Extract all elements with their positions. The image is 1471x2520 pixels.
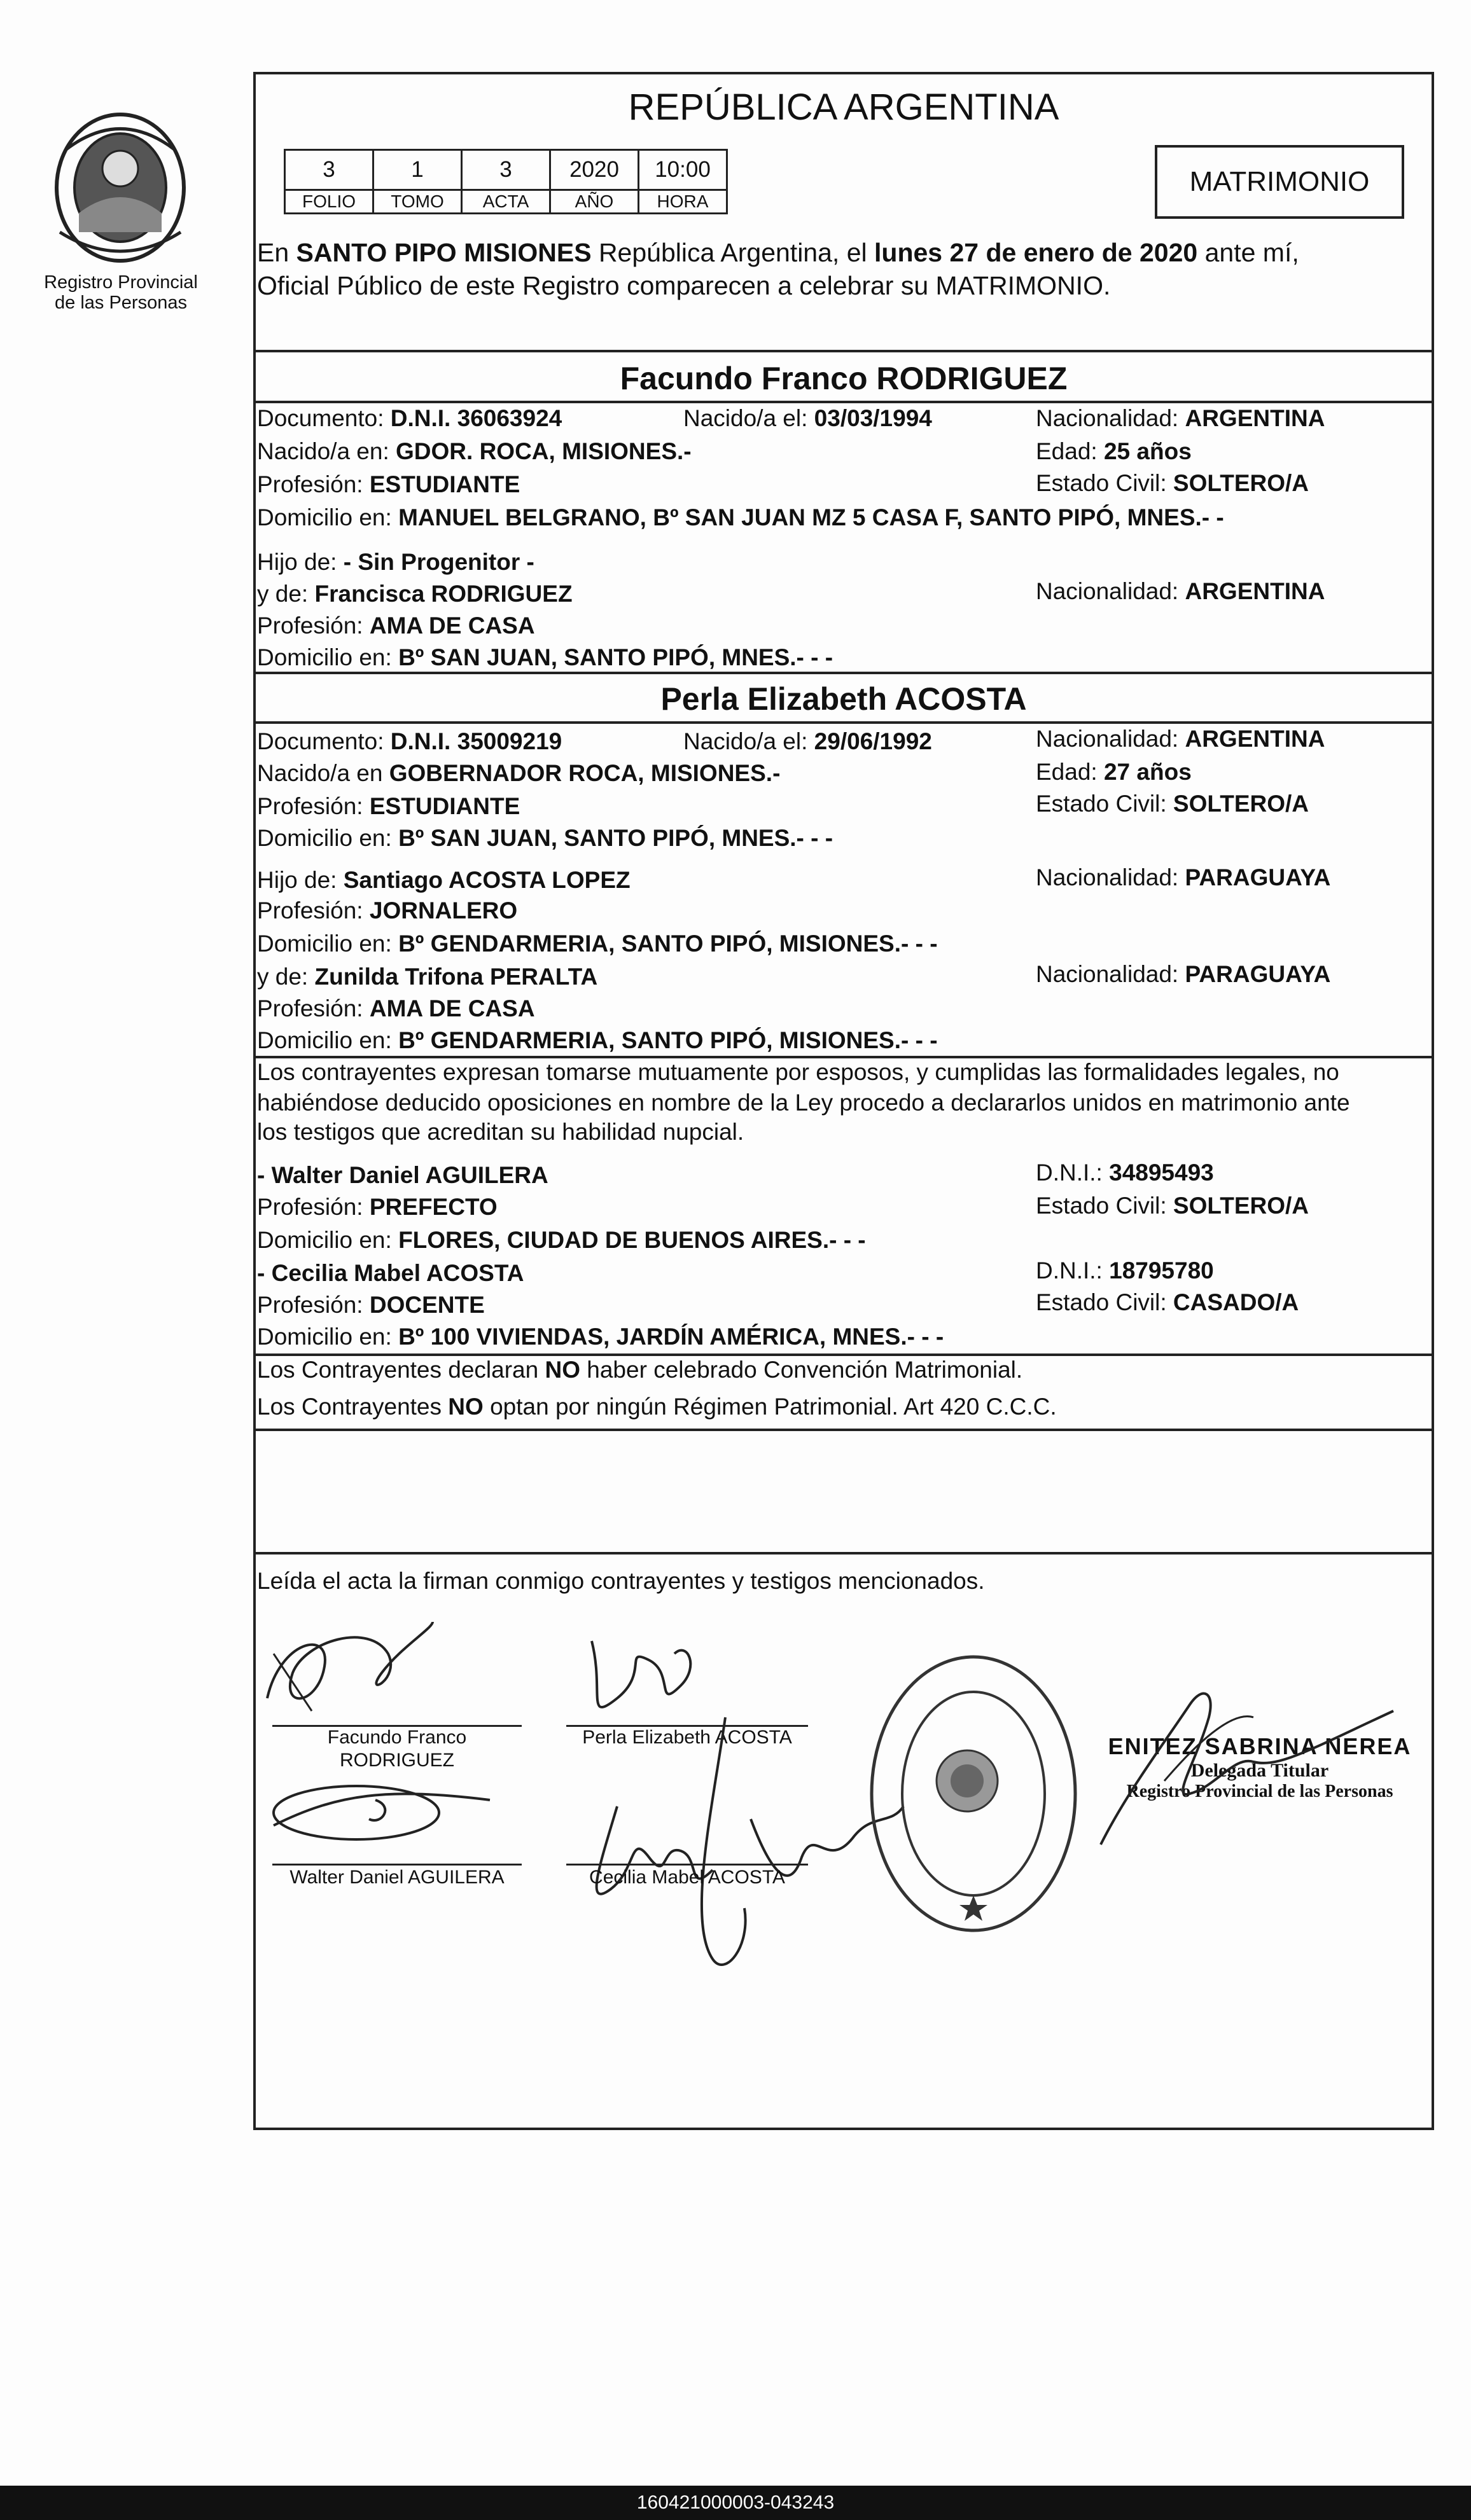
divider: [253, 721, 1434, 724]
declaration-line-1: Los contrayentes expresan tomarse mutuamente por esposos, y cumplidas las formalidades legales, no: [257, 1059, 1339, 1085]
closing-statement: Leída el acta la firman conmigo contrayentes y testigos mencionados.: [257, 1568, 985, 1594]
signature-line: [566, 1864, 808, 1866]
record-index-table: [284, 149, 728, 214]
provincial-seal: [41, 105, 200, 277]
bride-signature-label: Perla Elizabeth ACOSTA: [582, 1727, 792, 1748]
registry-round-stamp: [865, 1647, 1082, 1940]
groom-nationality: Nacionalidad: ARGENTINA: [1036, 405, 1325, 431]
bride-mother: y de: Zunilda Trifona PERALTA: [257, 964, 598, 990]
acta-value: 3: [462, 150, 550, 190]
document-code-bar: [0, 2486, 1471, 2520]
hour-value: 10:00: [639, 150, 727, 190]
official-signature: [1088, 1654, 1406, 1857]
bride-father-profession: Profesión: JORNALERO: [257, 897, 518, 924]
bride-mother-address: Domicilio en: Bº GENDARMERIA, SANTO PIPÓ, MISIONES.- - -: [257, 1027, 938, 1053]
witness-1-signature: [261, 1768, 503, 1857]
groom-mother: y de: Francisca RODRIGUEZ: [257, 581, 573, 607]
tomo-label: TOMO: [373, 190, 462, 214]
signature-line: [272, 1864, 522, 1866]
record-type-box: [1155, 145, 1404, 219]
groom-profession: Profesión: ESTUDIANTE: [257, 471, 520, 497]
bride-mother-profession: Profesión: AMA DE CASA: [257, 995, 535, 1021]
groom-age: Edad: 25 años: [1036, 438, 1192, 464]
witness-1-name: - Walter Daniel AGUILERA: [257, 1162, 548, 1188]
divider: [253, 672, 1434, 674]
groom-mother-profession: Profesión: AMA DE CASA: [257, 613, 535, 639]
witness-1-profession: Profesión: PREFECTO: [257, 1194, 498, 1220]
intro-line-1: En SANTO PIPO MISIONES República Argentina, el lunes 27 de enero de 2020 ante mí,: [257, 238, 1299, 267]
witness-2-profession: Profesión: DOCENTE: [257, 1292, 485, 1318]
bride-profession: Profesión: ESTUDIANTE: [257, 793, 520, 819]
witness-2-name: - Cecilia Mabel ACOSTA: [257, 1260, 524, 1286]
year-value: 2020: [550, 150, 639, 190]
bride-birth-date: Nacido/a el: 29/06/1992: [683, 728, 932, 754]
folio-label: FOLIO: [285, 190, 373, 214]
witness-2-dni: D.N.I.: 18795780: [1036, 1257, 1214, 1284]
bride-mother-nationality: Nacionalidad: PARAGUAYA: [1036, 961, 1331, 987]
declaration-line-2: habiéndose deducido oposiciones en nombre de la Ley procedo a declararlos unidos en matrimonio ante: [257, 1090, 1350, 1116]
divider: [253, 1552, 1434, 1554]
tomo-value: 1: [373, 150, 462, 190]
witness-2-signature: [560, 1679, 916, 1997]
witness-1-civil-status: Estado Civil: SOLTERO/A: [1036, 1193, 1309, 1219]
groom-signature-label: Facundo Franco RODRIGUEZ: [327, 1727, 467, 1771]
divider: [253, 1429, 1434, 1431]
groom-mother-address: Domicilio en: Bº SAN JUAN, SANTO PIPÓ, MNES.- - -: [257, 644, 833, 670]
declaration-line-3: los testigos que acreditan su habilidad nupcial.: [257, 1119, 744, 1145]
groom-civil-status: Estado Civil: SOLTERO/A: [1036, 470, 1309, 496]
folio-value: 3: [285, 150, 373, 190]
bride-nationality: Nacionalidad: ARGENTINA: [1036, 726, 1325, 752]
hour-label: HORA: [639, 190, 727, 214]
groom-address: Domicilio en: MANUEL BELGRANO, Bº SAN JUAN MZ 5 CASA F, SANTO PIPÓ, MNES.- -: [257, 504, 1224, 530]
witness-2-address: Domicilio en: Bº 100 VIVIENDAS, JARDÍN AMÉRICA, MNES.- - -: [257, 1324, 944, 1350]
bride-name: Perla Elizabeth ACOSTA: [660, 681, 1027, 717]
divider: [253, 401, 1434, 403]
witness-2-civil-status: Estado Civil: CASADO/A: [1036, 1289, 1299, 1315]
seal-caption: Registro Provincial de las Personas: [44, 272, 198, 313]
bride-age: Edad: 27 años: [1036, 759, 1192, 785]
groom-birth-place: Nacido/a en: GDOR. ROCA, MISIONES.-: [257, 438, 692, 464]
groom-father: Hijo de: - Sin Progenitor -: [257, 549, 534, 575]
bride-address: Domicilio en: Bº SAN JUAN, SANTO PIPÓ, MNES.- - -: [257, 825, 833, 851]
witness-1-signature-label: Walter Daniel AGUILERA: [289, 1867, 505, 1888]
divider: [253, 350, 1434, 352]
witness-2-signature-label: Cecilia Mabel ACOSTA: [589, 1867, 785, 1888]
convention-statement: Los Contrayentes declaran NO haber celebrado Convención Matrimonial.: [257, 1357, 1023, 1383]
bride-document: Documento: D.N.I. 35009219: [257, 728, 562, 754]
official-stamp: ENITEZ SABRINA NEREA Delegada Titular Registro Provincial de las Personas: [1108, 1733, 1412, 1801]
groom-signature: [254, 1603, 458, 1730]
intro-line-2: Oficial Público de este Registro comparecen a celebrar su MATRIMONIO.: [257, 271, 1111, 300]
page-title: REPÚBLICA ARGENTINA: [628, 87, 1059, 128]
record-type: MATRIMONIO: [1189, 166, 1370, 197]
bride-father: Hijo de: Santiago ACOSTA LOPEZ: [257, 867, 631, 893]
bride-civil-status: Estado Civil: SOLTERO/A: [1036, 791, 1309, 817]
document-code: 160421000003-043243: [636, 2492, 835, 2513]
witness-1-dni: D.N.I.: 34895493: [1036, 1160, 1214, 1186]
bride-birth-place: Nacido/a en GOBERNADOR ROCA, MISIONES.-: [257, 760, 781, 786]
witness-1-address: Domicilio en: FLORES, CIUDAD DE BUENOS AIRES.- - -: [257, 1227, 866, 1253]
regime-statement: Los Contrayentes NO optan por ningún Régimen Patrimonial. Art 420 C.C.C.: [257, 1394, 1057, 1420]
bride-father-nationality: Nacionalidad: PARAGUAYA: [1036, 864, 1331, 890]
bride-father-address: Domicilio en: Bº GENDARMERIA, SANTO PIPÓ, MISIONES.- - -: [257, 931, 938, 957]
groom-mother-nationality: Nacionalidad: ARGENTINA: [1036, 578, 1325, 604]
groom-birth-date: Nacido/a el: 03/03/1994: [683, 405, 932, 431]
groom-document: Documento: D.N.I. 36063924: [257, 405, 562, 431]
acta-label: ACTA: [462, 190, 550, 214]
groom-name: Facundo Franco RODRIGUEZ: [620, 361, 1068, 396]
year-label: AÑO: [550, 190, 639, 214]
